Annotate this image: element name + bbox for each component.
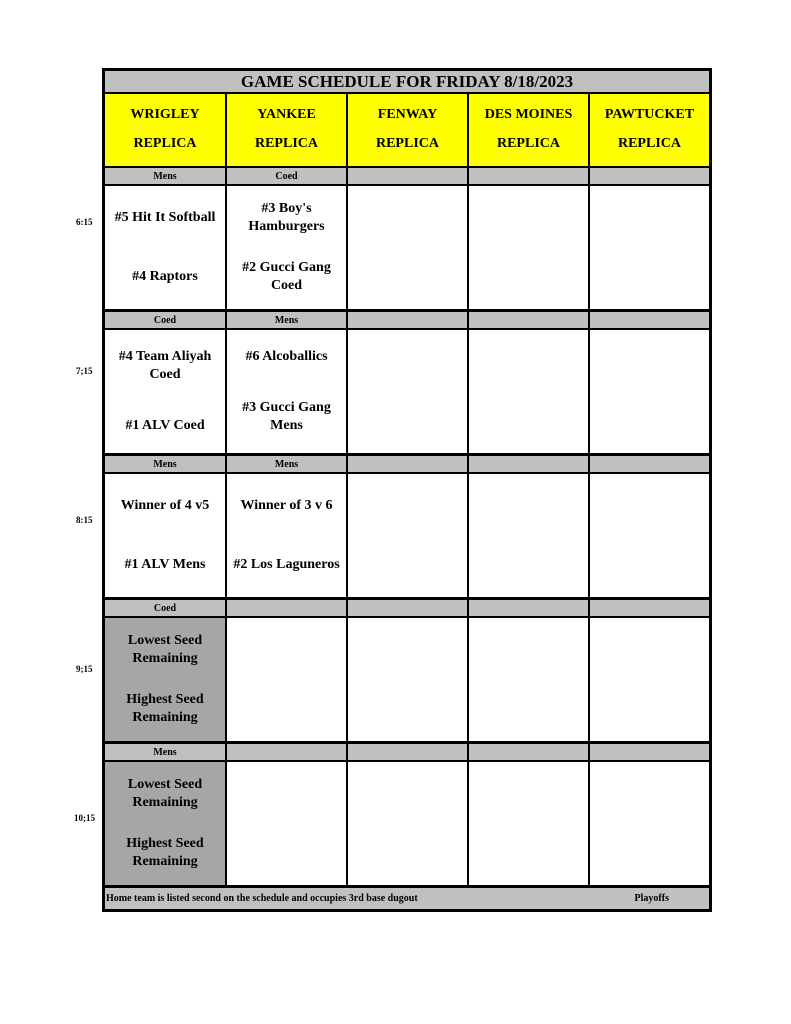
- game-cell: [227, 330, 348, 453]
- field-name: PAWTUCKET: [604, 106, 695, 122]
- division-label: Mens: [105, 744, 227, 760]
- time-label: 7;15: [76, 366, 93, 376]
- field-name: WRIGLEY: [130, 106, 200, 122]
- division-label: [469, 168, 590, 184]
- field-subtitle: REPLICA: [133, 135, 197, 151]
- game-cell: [105, 330, 227, 453]
- time-label: 6:15: [76, 217, 93, 227]
- game-cell: [105, 762, 227, 885]
- away-team: Winner of 3 v 6: [240, 497, 333, 513]
- field-subtitle: REPLICA: [496, 135, 560, 151]
- division-row: [102, 312, 712, 330]
- field-header: [469, 94, 590, 166]
- game-cell: [469, 330, 590, 453]
- field-header: [348, 94, 469, 166]
- time-label: 8:15: [76, 515, 93, 525]
- game-cell: [348, 762, 469, 885]
- game-cell: [590, 474, 709, 597]
- home-team: #4 Raptors: [132, 269, 198, 285]
- field-name: YANKEE: [257, 106, 316, 122]
- division-label: [590, 168, 709, 184]
- home-team: #2 Los Laguneros: [233, 557, 340, 573]
- slot-row: [102, 762, 712, 888]
- division-row: [102, 600, 712, 618]
- division-label: [348, 744, 469, 760]
- time-slots: [102, 168, 712, 888]
- division-label: [469, 312, 590, 328]
- game-cell: [227, 762, 348, 885]
- away-team: #6 Alcoballics: [245, 349, 328, 365]
- away-team: Lowest Seed Remaining: [127, 776, 203, 810]
- division-label: [469, 744, 590, 760]
- home-team: #3 Gucci Gang Mens: [242, 399, 331, 433]
- field-header: [105, 94, 227, 166]
- division-label: [469, 456, 590, 472]
- game-cell: [469, 186, 590, 309]
- division-label: Coed: [105, 600, 227, 616]
- time-label: 9;15: [76, 664, 93, 674]
- away-team: #3 Boy's Hamburgers: [248, 200, 325, 234]
- game-cell: [348, 618, 469, 741]
- game-cell: [227, 618, 348, 741]
- game-cell: [590, 762, 709, 885]
- division-label: [348, 168, 469, 184]
- division-label: Coed: [105, 312, 227, 328]
- field-header-row: [102, 94, 712, 168]
- away-team: Winner of 4 v5: [120, 497, 210, 513]
- division-label: [227, 600, 348, 616]
- division-label: Mens: [227, 312, 348, 328]
- slot-row: [102, 618, 712, 744]
- slot-row: [102, 186, 712, 312]
- game-cell: [590, 186, 709, 309]
- field-header: [227, 94, 348, 166]
- division-label: [348, 312, 469, 328]
- home-team: #1 ALV Coed: [125, 417, 205, 433]
- game-cell: [590, 330, 709, 453]
- footer-note: Home team is listed second on the schedule and occupies 3rd base dugout: [106, 893, 418, 904]
- slot-row: [102, 330, 712, 456]
- away-team: #4 Team Aliyah Coed: [118, 349, 212, 383]
- game-cell: [105, 186, 227, 309]
- slot-row: [102, 474, 712, 600]
- field-header: [590, 94, 709, 166]
- schedule-title: GAME SCHEDULE FOR FRIDAY 8/18/2023: [102, 68, 712, 94]
- time-label: 10;15: [74, 813, 95, 823]
- game-cell: [348, 474, 469, 597]
- game-cell: [469, 762, 590, 885]
- game-cell: [227, 186, 348, 309]
- division-label: [590, 456, 709, 472]
- division-label: Mens: [105, 168, 227, 184]
- division-label: [590, 600, 709, 616]
- division-label: [227, 744, 348, 760]
- division-label: Mens: [105, 456, 227, 472]
- division-label: [469, 600, 590, 616]
- schedule-footer: [102, 888, 712, 912]
- game-cell: [348, 330, 469, 453]
- division-row: [102, 744, 712, 762]
- division-label: [348, 456, 469, 472]
- division-label: [348, 600, 469, 616]
- game-cell: [469, 474, 590, 597]
- away-team: Lowest Seed Remaining: [127, 632, 203, 666]
- game-cell: [590, 618, 709, 741]
- field-name: FENWAY: [377, 106, 438, 122]
- field-subtitle: REPLICA: [617, 135, 681, 151]
- field-subtitle: REPLICA: [375, 135, 439, 151]
- game-cell: [469, 618, 590, 741]
- game-cell: [227, 474, 348, 597]
- division-label: [590, 312, 709, 328]
- game-cell: [105, 474, 227, 597]
- division-row: [102, 456, 712, 474]
- division-row: [102, 168, 712, 186]
- footer-label: Playoffs: [634, 893, 669, 904]
- game-cell: [105, 618, 227, 741]
- away-team: #5 Hit It Softball: [114, 209, 216, 225]
- field-subtitle: REPLICA: [254, 135, 318, 151]
- home-team: #2 Gucci Gang Coed: [242, 260, 331, 294]
- field-name: DES MOINES: [484, 106, 573, 122]
- home-team: Highest Seed Remaining: [126, 836, 204, 870]
- division-label: Mens: [227, 456, 348, 472]
- division-label: [590, 744, 709, 760]
- home-team: #1 ALV Mens: [124, 557, 206, 573]
- home-team: Highest Seed Remaining: [126, 692, 204, 726]
- division-label: Coed: [227, 168, 348, 184]
- schedule-sheet: [102, 68, 712, 912]
- game-cell: [348, 186, 469, 309]
